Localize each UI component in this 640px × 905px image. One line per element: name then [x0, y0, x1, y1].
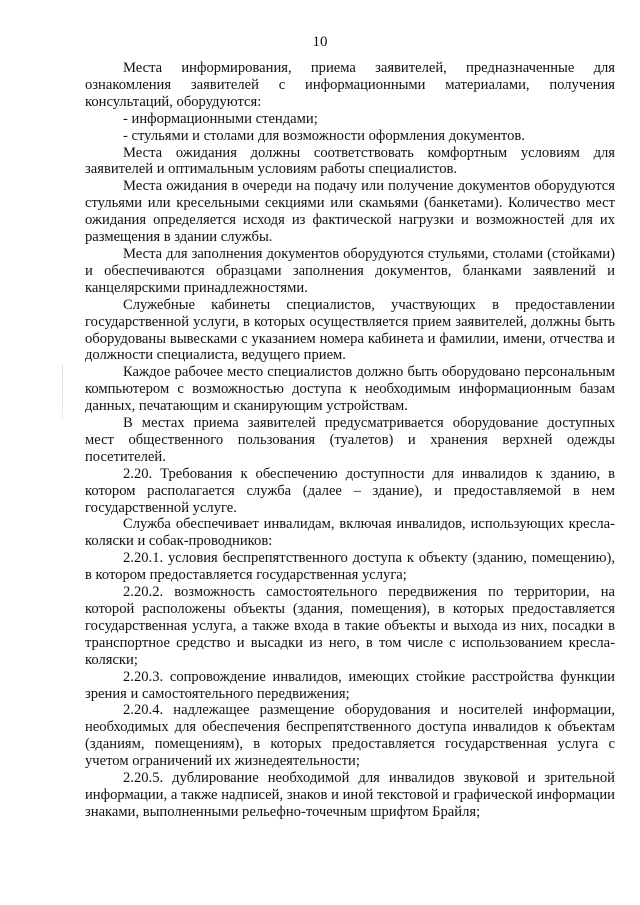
clause-2-20-5: 2.20.5. дублирование необходимой для инвалидов звуковой и зрительной информации, а также надписей, знаков и иной текстовой и графической информации знаками, выполненными рельефно-точечным шрифтом Брайля;: [85, 770, 615, 820]
paragraph-waiting-queue: Места ожидания в очереди на подачу или получение документов оборудуются стульями или кресельными секциями или скамьями (банкетами). Количество мест ожидания определяется исходя из фактической нагрузки и возможностей для их размещения в здании службы.: [85, 178, 615, 246]
paragraph-waiting-comfort: Места ожидания должны соответствовать комфортным условиям для заявителей и оптимальным условиям работы специалистов.: [85, 144, 615, 178]
document-body: [85, 60, 615, 821]
paragraph-info-places: Места информирования, приема заявителей, предназначенные для ознакомления заявителей с информационными материалами, получения консультаций, оборудуются:: [85, 60, 615, 110]
paragraph-filling-places: Места для заполнения документов оборудуются стульями, столами (стойками) и обеспечиваются образцами заполнения документов, бланками заявлений и канцелярскими принадлежностями.: [85, 245, 615, 296]
clause-2-20-3: 2.20.3. сопровождение инвалидов, имеющих стойкие расстройства функции зрения и самостоятельного передвижения;: [85, 668, 615, 702]
list-item-stands: - информационными стендами;: [123, 110, 318, 127]
clause-2-20-1: 2.20.1. условия беспрепятственного доступа к объекту (зданию, помещению), в котором предоставляется государственная услуга;: [85, 550, 615, 584]
paragraph-public-facilities: В местах приема заявителей предусматривается оборудование доступных мест общественного пользования (туалетов) и хранения верхней одежды посетителей.: [85, 415, 615, 465]
clause-2-20-2: 2.20.2. возможность самостоятельного передвижения по территории, на которой расположены объекты (здания, помещения), в которых предоставляется государственная услуга, а также входа в такие объекты и выхода из них, посадки в транспортное средство и высадки из него, в том числе с использованием кресла-коляски;: [85, 584, 615, 668]
paragraph-offices: Служебные кабинеты специалистов, участвующих в предоставлении государственной услуги, в которых осуществляется прием заявителей, должны быть оборудованы вывесками с указанием номера кабинета и фамилии, имени, отчества и должности специалиста, ведущего прием.: [85, 296, 615, 364]
page-number: 10: [312, 34, 328, 50]
scan-edge-mark: [62, 365, 63, 420]
paragraph-workplace: Каждое рабочее место специалистов должно быть оборудовано персональным компьютером с возможностью доступа к необходимым информационным базам данных, печатающим и сканирующим устройствам.: [85, 364, 615, 415]
section-2-20-heading: 2.20. Требования к обеспечению доступности для инвалидов к зданию, в котором располагается служба (далее – здание), и предоставляемой в нем государственной услуге.: [85, 465, 615, 516]
list-item-chairs-tables: - стульями и столами для возможности оформления документов.: [123, 127, 525, 144]
paragraph-service-provides: Служба обеспечивает инвалидам, включая инвалидов, использующих кресла-коляски и собак-проводников:: [85, 516, 615, 550]
clause-2-20-4: 2.20.4. надлежащее размещение оборудования и носителей информации, необходимых для обеспечения беспрепятственного доступа инвалидов к объектам (зданиям, помещениям), в которых предоставляется государственная услуга с учетом ограничений их жизнедеятельности;: [85, 702, 615, 770]
